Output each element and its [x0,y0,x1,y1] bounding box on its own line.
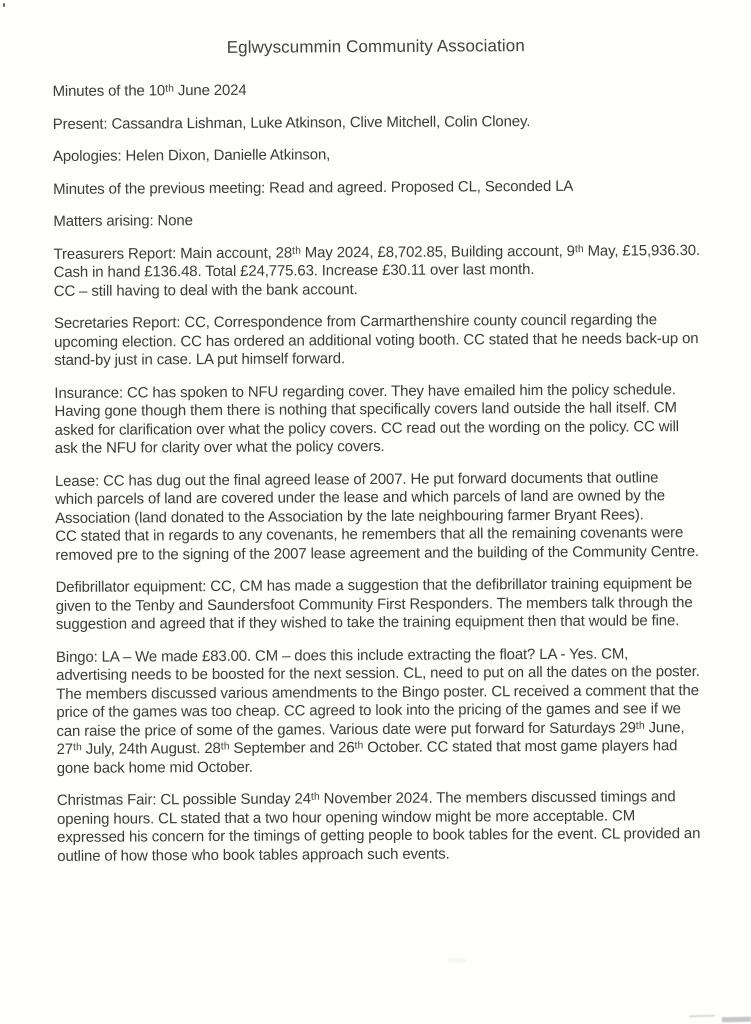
paragraph-secretaries-report [54,311,719,371]
text-line: Lease: CC has dug out the final agreed lease of 2007. He put forward documents that outline [54,468,659,490]
paragraph-treasurers-report [53,241,718,301]
paragraph-previous-minutes [53,176,718,199]
text-line: asked for clarification over what the policy covers. CC read out the wording on the policy. CC will [54,417,679,439]
text-line: ask the NFU for clarity over what the policy covers. [54,437,385,457]
paragraph-matters-arising [53,209,718,232]
paragraph-present [53,111,718,134]
text-line: expressed his concern for the timings of getting people to book tables for the event. CL provided an [57,825,701,846]
paragraph-meeting-date [53,79,718,102]
text-line: Association (land donated to the Association by the late neighbouring farmer Bryant Rees). [55,505,644,527]
text-line: Insurance: CC has spoken to NFU regarding cover. They have emailed him the policy schedule. [54,380,676,402]
document-body [1,79,751,867]
text-line: opening hours. CL stated that a two hour opening window might be more acceptable. CM [56,806,636,828]
text-line: Treasurers Report: Main account, 28ᵗʰ May 2024, £8,702.85, Building account, 9ᵗʰ May, £15,936.30. [53,241,701,263]
paragraph-lease [55,468,721,565]
text-line: upcoming election. CC has ordered an additional voting booth. CC stated that he needs back-up on [54,329,699,351]
paragraph-defibrillator-equipment [56,575,721,635]
text-line: which parcels of land are covered under the lease and which parcels of land are owned by the [54,487,666,508]
text-line: The members discussed various amendments to the Bingo poster. CL received a comment that the [56,681,699,703]
text-line: Matters arising: None [53,212,193,230]
paragraph-apologies [53,144,718,167]
text-line: price of the games was too cheap. CC agreed to look into the pricing of the games and see if we [56,700,681,721]
text-line: Bingo: LA – We made £83.00. CM – does this include extracting the float? LA - Yes. CM, [55,644,629,666]
text-line: gone back home mid October. [56,758,253,777]
paragraph-bingo [56,644,722,778]
text-line: removed pre to the signing of the 2007 lease agreement and the building of the Community Centre. [55,542,699,564]
text-line: Christmas Fair: CL possible Sunday 24ᵗʰ November 2024. The members discussed timings and [56,788,676,809]
text-line: given to the Tenby and Saundersfoot Community First Responders. The members talk through the [55,593,693,615]
text-line: outline of how those who book tables approach such events. [57,845,450,865]
paragraph-insurance [54,380,719,458]
text-line: Minutes of the 10ᵗʰ June 2024 [52,81,247,100]
document-title: Eglwyscummin Community Association [226,36,525,57]
text-line: suggestion and agreed that if they wished to take the training equipment then that would be fine. [55,612,680,633]
text-line: advertising needs to be boosted for the next session. CL, need to put on all the dates on the poster. [56,663,700,684]
text-line: Secretaries Report: CC, Correspondence from Carmarthenshire county council regarding the [53,311,657,332]
text-line: 27ᵗʰ July, 24th August. 28ᵗʰ September and 26ᵗʰ October. CC stated that most game players had [56,737,678,758]
text-line: can raise the price of some of the games. Various date were put forward for Saturdays 29ᵗʰ June, [56,718,685,740]
paragraph-christmas-fair [57,788,722,866]
text-line: CC stated that in regards to any covenants, he remembers that all the remaining covenants were [55,524,684,545]
scan-artifact [448,959,466,962]
text-line: Having gone though them there is nothing that specifically covers land outside the hall itself. CM [54,399,677,420]
text-line: Minutes of the previous meeting: Read and agreed. Proposed CL, Seconded LA [53,177,574,198]
text-line: CC – still having to deal with the bank account. [53,280,358,300]
text-line: stand-by just in case. LA put himself forward. [54,350,345,369]
text-line: Defibrillator equipment: CC, CM has made a suggestion that the defibrillator training equipment be [55,575,693,596]
scan-artifact [689,1015,715,1018]
text-line: Cash in hand £136.48. Total £24,775.63. Increase £30.11 over last month. [53,261,535,281]
scan-artifact [722,1017,751,1023]
text-line: Present: Cassandra Lishman, Luke Atkinson, Clive Mitchell, Colin Cloney. [52,112,531,133]
text-line: Apologies: Helen Dixon, Danielle Atkinson, [52,146,331,165]
